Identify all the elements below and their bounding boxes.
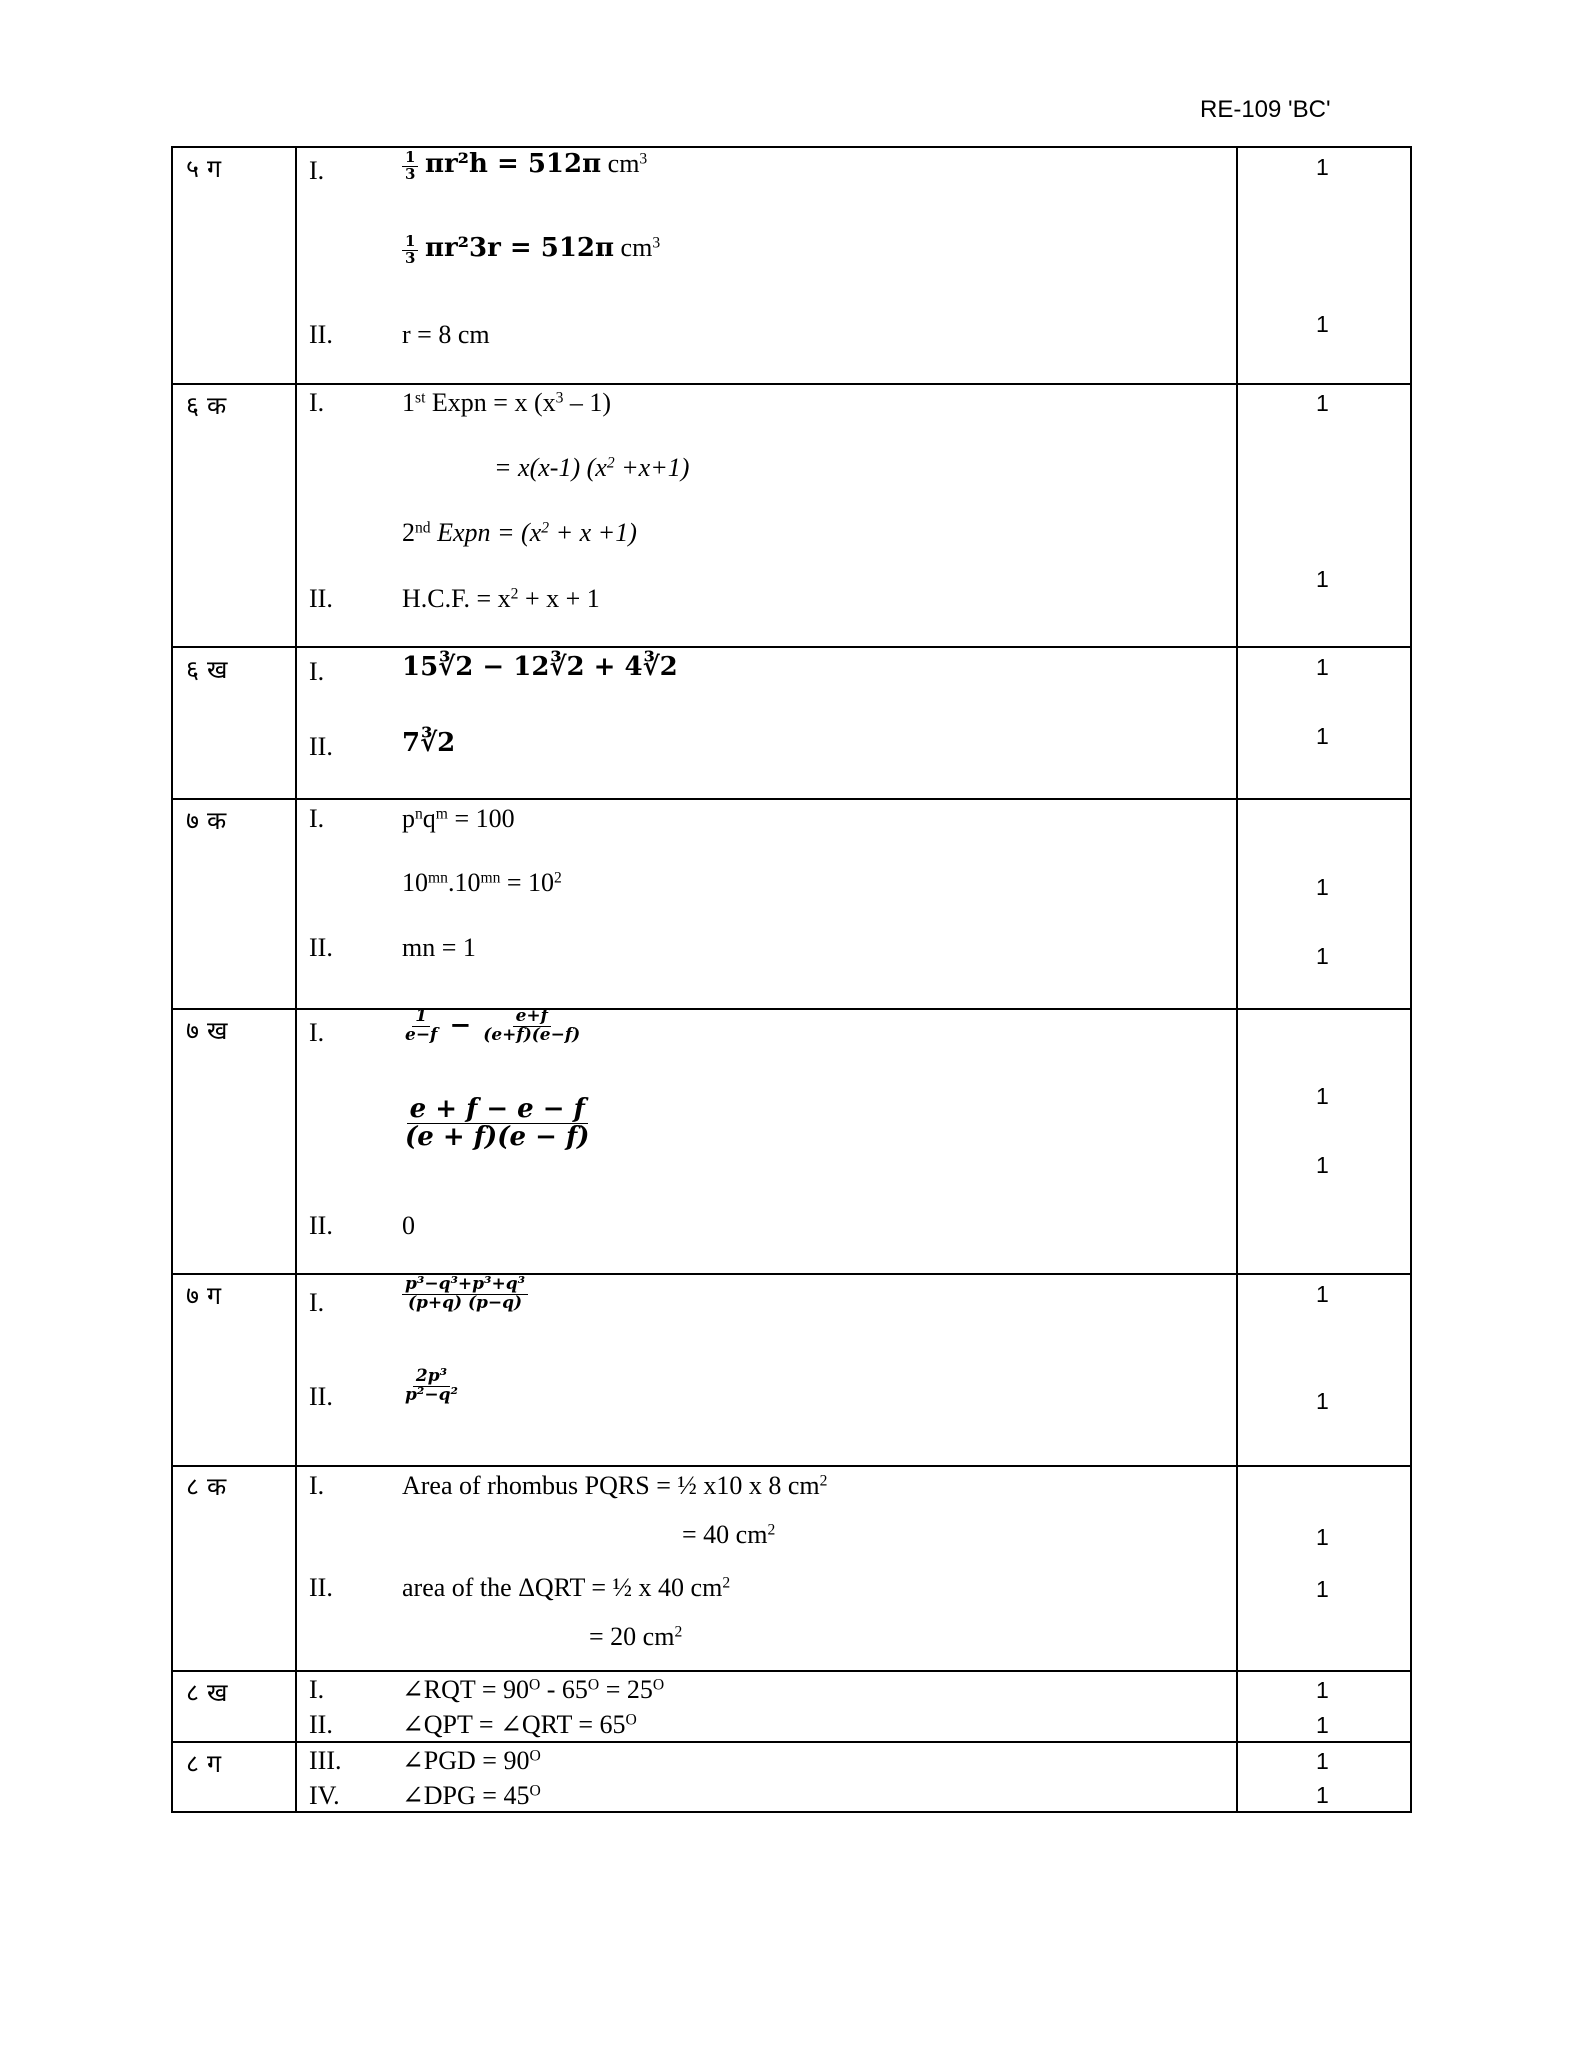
fraction-expression: $\frac{e + f - e - f}{(e + f)(e - f)}$ — [405, 1094, 590, 1153]
step-label: II. — [309, 732, 333, 761]
step-label: I. — [309, 1471, 325, 1500]
formula-line: $10^{mn}.10^{mn} = 10^2$ — [402, 868, 562, 897]
step-label: I. — [309, 1018, 325, 1047]
step-label: I. — [309, 388, 325, 417]
page-code: RE-109 'BC' — [1200, 96, 1331, 123]
question-label: ६ ख — [186, 655, 228, 684]
fraction-expression: $\frac{1}{e-f}$ − $\frac{e+f}{(e+f)(e-f)}$ — [405, 1006, 581, 1045]
formula-line: = 40 $cm^2$ — [682, 1520, 776, 1549]
step-label: II. — [309, 320, 333, 349]
step-label: II. — [309, 1382, 333, 1411]
mark: 1 — [1316, 1152, 1329, 1178]
formula-line: ∠RQT = $90^O - 65^O = 25^O$ — [402, 1675, 665, 1704]
mark: 1 — [1316, 723, 1329, 749]
mark: 1 — [1316, 390, 1329, 416]
step-label: II. — [309, 933, 333, 962]
formula-line: ∠PGD = $90^O$ — [402, 1746, 541, 1775]
row-divider — [171, 1811, 1412, 1813]
question-label: ८ क — [186, 1472, 227, 1501]
step-label: I. — [309, 1288, 325, 1317]
step-label: II. — [309, 1573, 333, 1602]
formula-line: H.C.F. = $x^2 + x + 1$ — [402, 584, 600, 613]
row-divider — [171, 1273, 1412, 1275]
formula-line: $\frac{1}{3}$ πr²h = 512π $cm^3$ — [402, 150, 647, 183]
mark: 1 — [1316, 566, 1329, 592]
formula-line: Area of rhombus PQRS = ½ x10 x 8 $cm^2$ — [402, 1471, 828, 1500]
step-label: IV. — [309, 1781, 340, 1810]
mark: 1 — [1316, 654, 1329, 680]
step-label: I. — [309, 804, 325, 833]
row-divider — [171, 1465, 1412, 1467]
mark: 1 — [1316, 943, 1329, 969]
question-label: ७ ग — [186, 1281, 222, 1310]
mark: 1 — [1316, 1281, 1329, 1307]
fraction-expression: $\frac{\text{p³−q³+p³+q³}}{(p+q) (p-q)}$ — [402, 1276, 528, 1313]
formula-line: ∠DPG = $45^O$ — [402, 1781, 541, 1810]
question-label: ६ क — [186, 391, 227, 420]
question-label: ७ क — [186, 806, 227, 835]
mark: 1 — [1316, 1524, 1329, 1550]
row-divider — [171, 146, 1412, 148]
formula-line: = 20 $cm^2$ — [589, 1622, 683, 1651]
row-divider — [171, 1008, 1412, 1010]
mark: 1 — [1316, 1748, 1329, 1774]
formula-line: 0 — [402, 1211, 415, 1240]
mark: 1 — [1316, 154, 1329, 180]
question-label: ७ ख — [186, 1016, 228, 1045]
mark: 1 — [1316, 1782, 1329, 1808]
table-border-right — [1410, 146, 1412, 1812]
question-label: ८ ख — [186, 1678, 228, 1707]
step-label: I. — [309, 1675, 325, 1704]
question-label: ८ ग — [186, 1749, 222, 1778]
formula-line: $p^nq^m = 100$ — [402, 804, 515, 833]
formula-line: $\frac{1}{3}$ πr²3r = 512π $cm^3$ — [402, 234, 660, 267]
mark: 1 — [1316, 1677, 1329, 1703]
step-label: III. — [309, 1746, 342, 1775]
row-divider — [171, 1741, 1412, 1743]
mark: 1 — [1316, 1576, 1329, 1602]
mark: 1 — [1316, 1083, 1329, 1109]
question-label: ५ ग — [186, 154, 222, 183]
column-divider — [1236, 146, 1238, 1812]
step-label: I. — [309, 156, 325, 185]
step-label: II. — [309, 1710, 333, 1739]
row-divider — [171, 1670, 1412, 1672]
formula-line: 1st Expn = x $(x^3 - 1)$ — [402, 388, 612, 417]
formula-line: 2nd Expn = $(x^2 + x +1)$ — [402, 518, 637, 547]
mark: 1 — [1316, 874, 1329, 900]
formula-line: 7∛2 — [402, 728, 456, 758]
table-border-left — [171, 146, 173, 1812]
row-divider — [171, 383, 1412, 385]
mark: 1 — [1316, 1388, 1329, 1414]
row-divider — [171, 798, 1412, 800]
step-label: II. — [309, 584, 333, 613]
formula-line: area of the ΔQRT = ½ x 40 $cm^2$ — [402, 1573, 731, 1602]
row-divider — [171, 646, 1412, 648]
formula-line: mn = 1 — [402, 933, 476, 962]
mark: 1 — [1316, 311, 1329, 337]
step-label: I. — [309, 657, 325, 686]
formula-line: ∠QPT = ∠QRT = $65^O$ — [402, 1710, 637, 1739]
formula-line: r = 8 cm — [402, 320, 490, 349]
fraction-expression: $\frac{\text{2p³}}{\text{p²−q²}}$ — [405, 1366, 458, 1405]
formula-line: 15∛2 − 12∛2 + 4∛2 — [402, 652, 678, 682]
mark: 1 — [1316, 1712, 1329, 1738]
formula-line: = x(x-1) $(x^2 +x+1)$ — [494, 453, 690, 482]
column-divider — [295, 146, 297, 1812]
step-label: II. — [309, 1211, 333, 1240]
